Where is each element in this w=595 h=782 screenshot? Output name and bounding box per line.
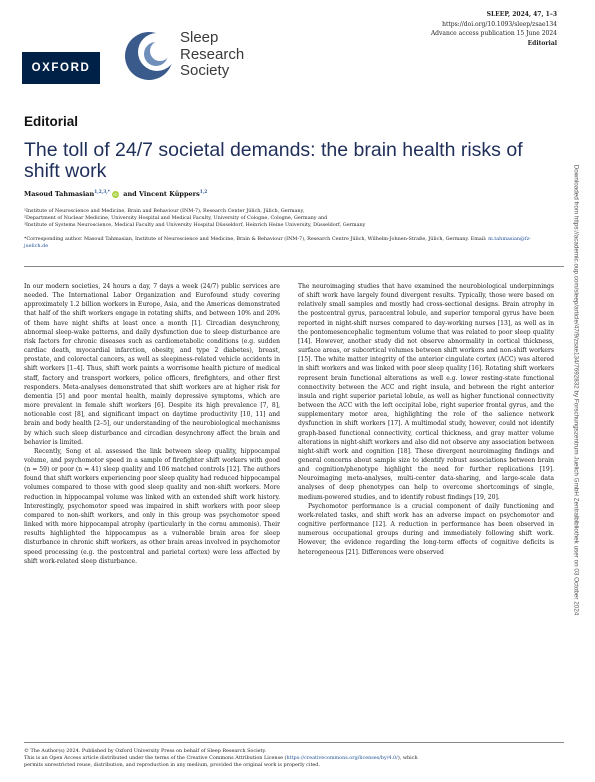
footer-divider: [24, 742, 564, 743]
article-title: The toll of 24/7 societal demands: the brain health risks of shift work: [24, 139, 523, 182]
author-name: Vincent Küppers: [138, 190, 200, 199]
license-link[interactable]: https://creativecommons.org/licenses/by/4.0/: [286, 755, 398, 762]
copyright: © The Author(s) 2024. Published by Oxford University Press on behalf of Sleep Research Society.: [24, 748, 267, 754]
society-name: Sleep Research Society: [180, 29, 245, 79]
affiliation: ²Department of Nuclear Medicine, University Hospital and Medical Faculty, University of Cologne, Cologne, Germany and: [24, 215, 328, 222]
author-sup: 1,2: [199, 190, 208, 195]
author-sup: 1,2,3,*: [94, 190, 110, 195]
orcid-icon[interactable]: iD: [113, 191, 118, 197]
license-line: This is an Open Access article distributed under the terms of the Creative Commons Attribution License (https://creativecommons.org/licenses/by/4.0/), which: [24, 755, 418, 762]
download-note: Downloaded from https://academic.oup.com/sleep/article/47/9/zsae134/7692832 by Forschungszentrum Juelich GmbH Zentralbibliothek user on 03 October 2024: [572, 164, 580, 616]
body-column-right: [298, 282, 554, 557]
advance-access: Advance access publication 15 June 2024: [430, 30, 557, 37]
divider: [24, 266, 564, 267]
affiliations: [24, 208, 559, 230]
journal-line: SLEEP, 2024, 47, 1–3: [486, 11, 557, 18]
paragraph: Psychomotor performance is a crucial component of daily functioning and work-related tasks, and shift work has an adverse impact on psychomotor and cognitive performance [12]. A reduction in performance has been observed in numerous occupational groups during and immediately following shift work. However, the evidence regarding the long-term effects of cognitive deficits is heterogeneous [21]. Differences were observed: [298, 502, 554, 556]
paragraph: The neuroimaging studies that have examined the neurobiological underpinnings of shift work have largely found divergent results. Typically, those were based on relatively small samples and mostly had cross-sectional designs. Brain atrophy in the postcentral gyrus, paracentral lobule, and superior temporal gyrus have been reported in night-shift nurses compared to day-working nurses [13], as well as in the pontomesencephalic tegmentum volume that was related to poor sleep quality [14]. However, another study did not observe abnormality in cortical thickness, surface areas, or subcortical volumes between shift workers and non-shift workers [15]. The white matter integrity of the anterior cingulate cortex (ACC) was altered in shift workers and was linked with poor sleep quality [16]. Rotating shift workers represent brain functional alterations as well e.g. lower resting-state functional connectivity between the ACC and right insula, and between the right anterior insula and right superior parietal lobule, as well as higher functional connectivity between the ACC with the left occipital lobe, right superior frontal gyrus, and the supplementary motor area, highlighting the role of the salience network dysfunction in shift workers [17]. A multimodal study, however, could not identify graph-based functional connectivity, cortical thickness, and gray matter volume alterations in night-shift workers and also did not observe any association between night-shift work and cognition [18]. These divergent neuroimaging findings and general concerns about sample size to identify robust associations between brain and cognition/phenotype highlight the need for further replications [19]. Neuroimaging meta-analyses, multi-center data-sharing, and large-scale data analyses of deep phenotypes can help to overcome shortcomings of single, medium-powered studies, and to identify robust findings [19, 20].: [298, 283, 554, 501]
moon-head-icon: [120, 30, 178, 82]
footer: [24, 748, 559, 770]
license-line-2: permits unrestricted reuse, distribution, and reproduction in any medium, provided the original work is properly cited.: [24, 762, 320, 769]
doi-link[interactable]: https://doi.org/10.1093/sleep/zsae134: [442, 20, 557, 28]
oxford-logo: OXFORD: [22, 52, 100, 84]
email-link[interactable]: m.tahmasian@fz-juelich.de: [24, 236, 531, 250]
paragraph: Recently, Song et al. assessed the link between sleep quality, hippocampal volume, and psychomotor speed in a sample of firefighter shift workers with good (n = 59) or poor (n = 41) sleep quality and 106 matched controls [12]. The authors found that shift workers experiencing poor sleep quality had reduced hippocampal volumes compared to those with good sleep quality and non-shift workers. More reduction in hippocampal volume was linked with an extended shift work history. Interestingly, psychomotor speed was impaired in shift workers with poor sleep compared to non-shift workers, and only in this group was psychomotor speed linked with more hippocampal atrophy (particularly in the cornu ammonis). Their results highlighted the hippocampus as a vulnerable brain area for sleep disturbance in chronic shift workers, as other brain areas involved in psychomotor speed processing (e.g. the postcentral and parietal cortex) were less affected by shift work-related sleep disturbance.: [24, 447, 280, 565]
paragraph: In our modern societies, 24 hours a day, 7 days a week (24/7) public services are needed. The International Labor Organization and Eurofound study covering approximately 1.2 billion workers in Europe, Asia, and the Americas demonstrated that half of the shift workers engage in rotating shifts, and between 10% and 20% of them have night shifts at least once a month [1]. Circadian desynchrony, abnormal sleep-wake patterns, and daily dysfunction due to sleep disturbance are risk factors for chronic diseases such as cardiometabolic conditions (e.g. sudden cardiac death, myocardial infarction, obesity, and type 2 diabetes), breast, prostate, and colorectal cancers, as well as sleepiness-related vehicle accidents in shift workers [1–4]. Thus, shift work paints a worrisome health picture of medical staff, factory and transport workers, police officers, firefighters, and other first responders. Meta-analyses demonstrated that shift workers are at higher risk for dementia [5] and poor mental health, mainly depressive symptoms, which are more prevalent in female shift workers [6]. Despite its high prevalence [7, 8], noticeable cost [8], and significant impact on daytime productivity [10, 11] and brain and body health [2–5], our understanding of the neurobiological mechanisms by which such sleep disturbance and circadian desynchrony affect the brain and behavior is limited.: [24, 283, 280, 446]
section-label: Editorial: [24, 114, 79, 129]
affiliation: ³Institute of Systems Neuroscience, Medical Faculty and University Hospital Düsseldorf, Heinrich Heine University, Düsseldorf, Germany: [24, 222, 366, 229]
author-name: Masoud Tahmasian: [24, 190, 95, 199]
correspondence: *Corresponding author. Masoud Tahmasian, Institute of Neuroscience and Medicine, Brain & Behaviour (INM-7), Research Centre Jülich, Wilhelm-Johnen-Straße, Jülich, Germany. Email: m.tahmasian@fz-juelich.de: [24, 236, 531, 250]
body-column-left: [24, 282, 280, 566]
affiliation: ¹Institute of Neuroscience and Medicine, Brain and Behaviour (INM-7), Research Center Jülich, Jülich, Germany,: [24, 208, 305, 214]
journal-meta: [431, 10, 557, 48]
author-list: Masoud Tahmasian$^{1,2,3,*}$ iD and Vincent Küppers$^{1,2}$: [24, 190, 208, 199]
article-type: Editorial: [527, 39, 557, 47]
